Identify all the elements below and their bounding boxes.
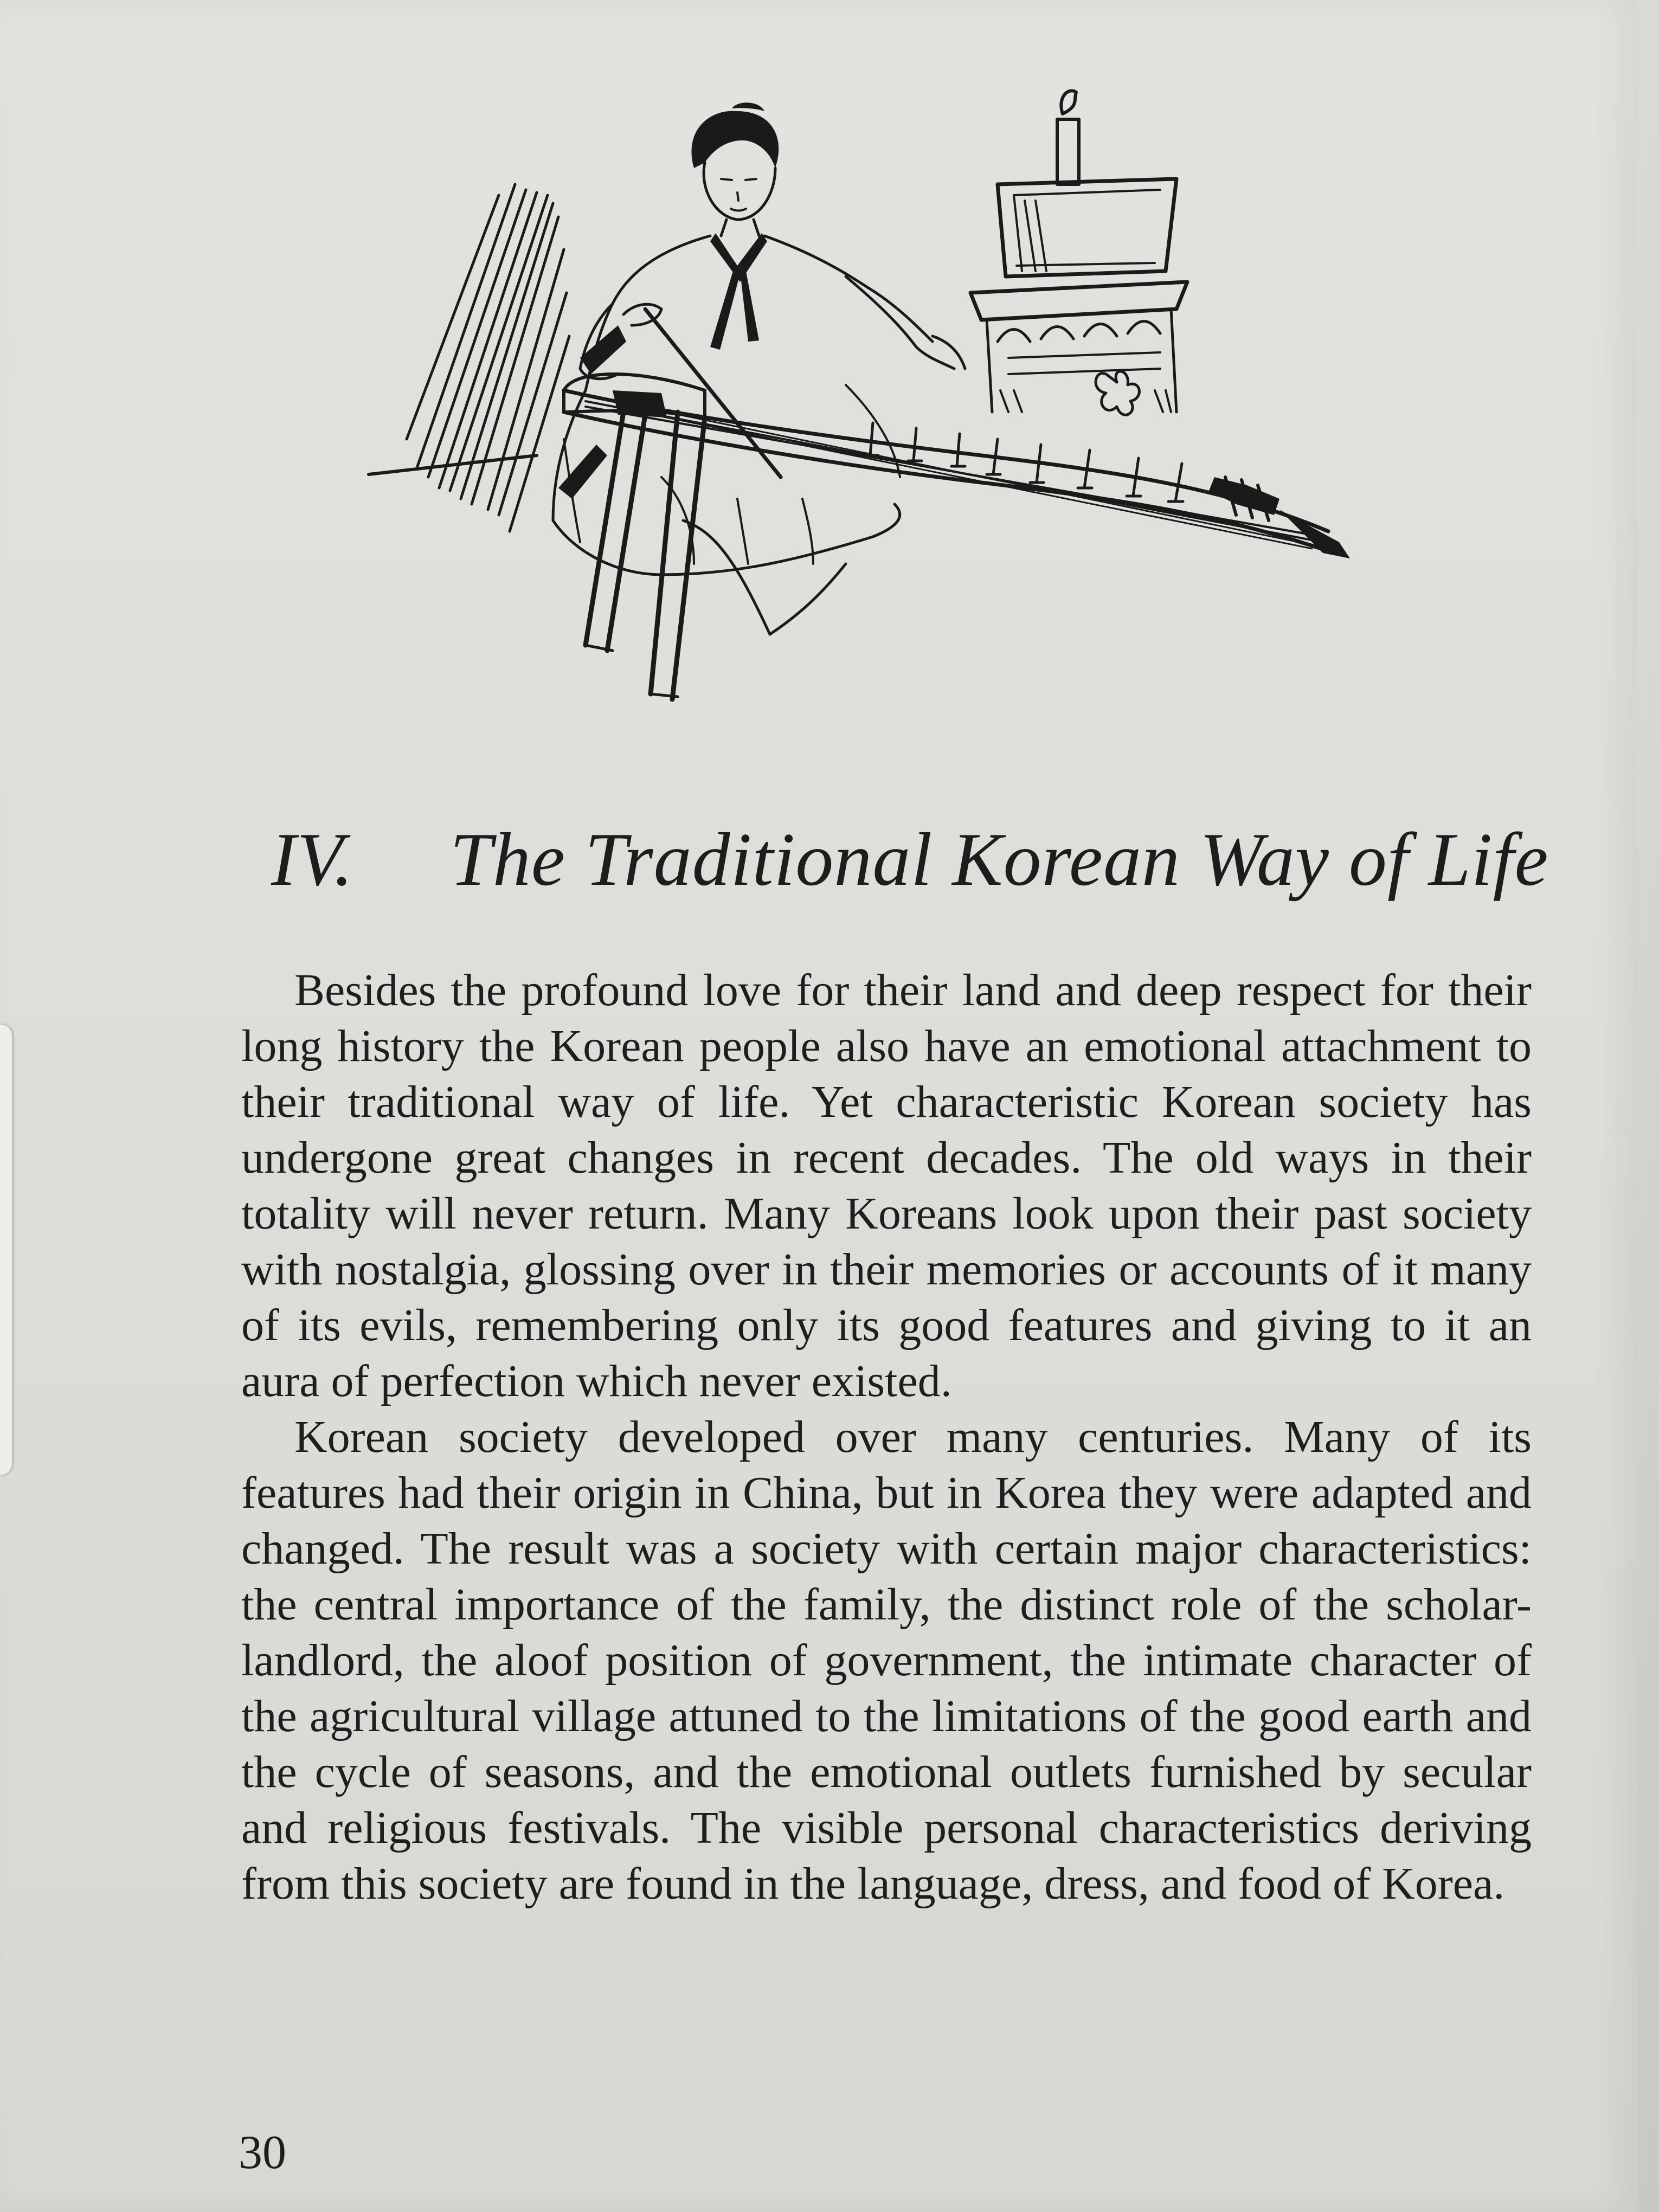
chapter-body (241, 962, 1532, 1912)
chapter-number: IV. (271, 818, 354, 902)
kayagum-instrument (564, 374, 1350, 699)
altar-table (970, 91, 1187, 415)
paragraph-2: Korean society developed over many centuries. Many of its features had their origin in China, but in Korea they were adapted and changed. The result was a society with certain major characteristics: the central importance of the family, the distinct role of the scholar-landlord, the aloof position of government, the intimate character of the agricultural village attuned to the limitations of the good earth and the cycle of seasons, and the emotional outlets furnished by secular and religious festivals. The visible personal characteristics deriving from this society are found in the language, dress, and food of Korea. (241, 1412, 1532, 1909)
page-number: 30 (239, 2126, 286, 2179)
woman-playing-kayagum-icon (358, 87, 1420, 737)
hatching-lines (407, 184, 569, 531)
page-edge-tab (0, 1025, 12, 1475)
chapter-title: The Traditional Korean Way of Life (450, 818, 1549, 902)
instrument-strings (640, 407, 1312, 549)
chapter-heading (271, 816, 1549, 903)
woman-figure (553, 102, 965, 634)
paragraph-1: Besides the profound love for their land and deep respect for their long history the Korean people also have an emotional attachment to their traditional way of life. Yet characteristic Korean society has undergone great changes in recent decades. The old ways in their totality will never return. Many Koreans look upon their past society with nostalgia, glossing over in their memories or accounts of it many of its evils, remembering only its good features and giving to it an aura of perfection which never existed. (241, 965, 1532, 1406)
